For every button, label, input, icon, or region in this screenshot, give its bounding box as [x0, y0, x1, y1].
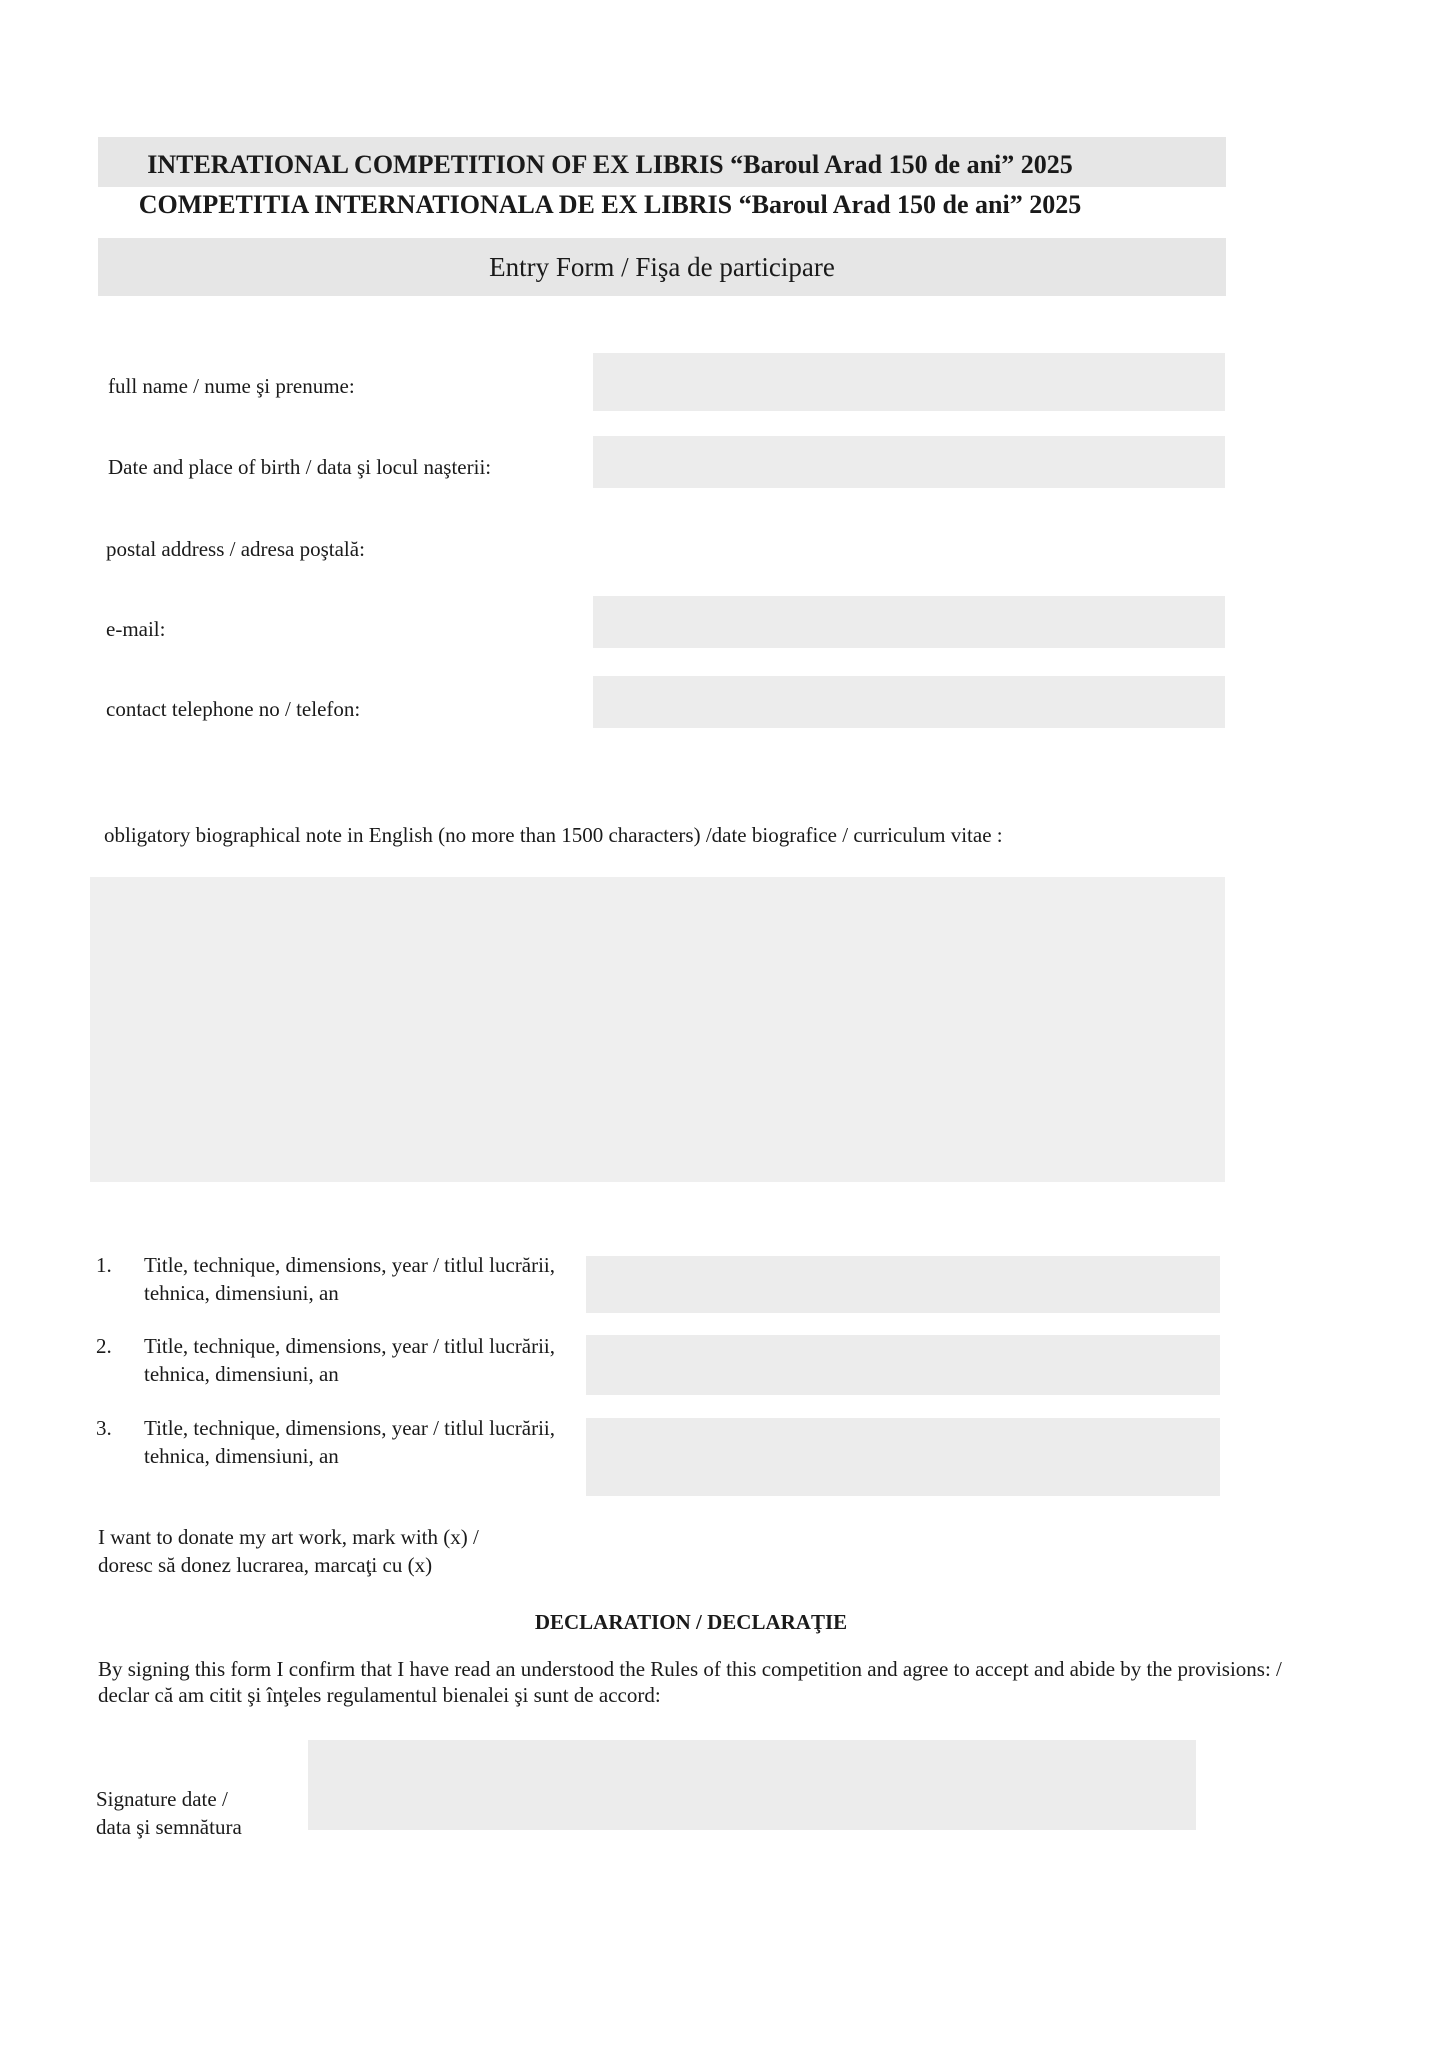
- work-label: Title, technique, dimensions, year / titlul lucrării, tehnica, dimensiuni, an: [144, 1253, 555, 1305]
- work-2-field[interactable]: [586, 1335, 1220, 1395]
- signature-field[interactable]: [308, 1740, 1196, 1830]
- donate-label: [98, 1523, 479, 1579]
- work-number: 2.: [96, 1334, 112, 1358]
- work-number: 1.: [96, 1253, 112, 1277]
- title-english: INTERATIONAL COMPETITION OF EX LIBRIS “Baroul Arad 150 de ani” 2025: [147, 150, 1073, 179]
- bio-textarea[interactable]: [90, 877, 1225, 1182]
- email-label: e-mail:: [106, 617, 166, 641]
- birth-field[interactable]: [593, 436, 1225, 488]
- work-label: Title, technique, dimensions, year / titlul lucrării, tehnica, dimensiuni, an: [144, 1416, 555, 1468]
- donate-line-english: I want to donate my art work, mark with (x) /: [98, 1525, 479, 1549]
- declaration-text: By signing this form I confirm that I have read an understood the Rules of this competition and agree to accept and abide by the provisions: / declar că am citit şi înţeles regulamentul bienalei şi sunt de accord:: [98, 1657, 1282, 1707]
- full-name-field[interactable]: [593, 353, 1225, 411]
- donate-line-romanian: doresc să donez lucrarea, marcaţi cu (x): [98, 1553, 433, 1577]
- title-romanian: COMPETITIA INTERNATIONALA DE EX LIBRIS “Baroul Arad 150 de ani” 2025: [138, 190, 1082, 219]
- signature-label: [96, 1785, 242, 1841]
- work-3-field[interactable]: [586, 1418, 1220, 1496]
- postal-address-label: postal address / adresa poştală:: [106, 537, 365, 561]
- entry-form-title: Entry Form / Fişa de participare: [489, 251, 835, 282]
- full-name-label: full name / nume şi prenume:: [108, 374, 355, 398]
- work-1-field[interactable]: [586, 1256, 1220, 1313]
- birth-label: Date and place of birth / data şi locul naşterii:: [108, 455, 492, 479]
- bio-label: obligatory biographical note in English (no more than 1500 characters) /date biografice / curriculum vitae :: [104, 823, 1003, 847]
- work-label: Title, technique, dimensions, year / titlul lucrării, tehnica, dimensiuni, an: [144, 1334, 555, 1386]
- work-number: 3.: [96, 1416, 112, 1440]
- signature-line-romanian: data şi semnătura: [96, 1815, 242, 1839]
- phone-field[interactable]: [593, 676, 1225, 728]
- signature-line-english: Signature date /: [96, 1787, 228, 1811]
- entry-form-band: [98, 238, 1226, 296]
- email-field[interactable]: [593, 596, 1225, 648]
- postal-address-field[interactable]: [593, 510, 1225, 568]
- declaration-heading: DECLARATION / DECLARAŢIE: [534, 1610, 848, 1634]
- phone-label: contact telephone no / telefon:: [106, 697, 361, 721]
